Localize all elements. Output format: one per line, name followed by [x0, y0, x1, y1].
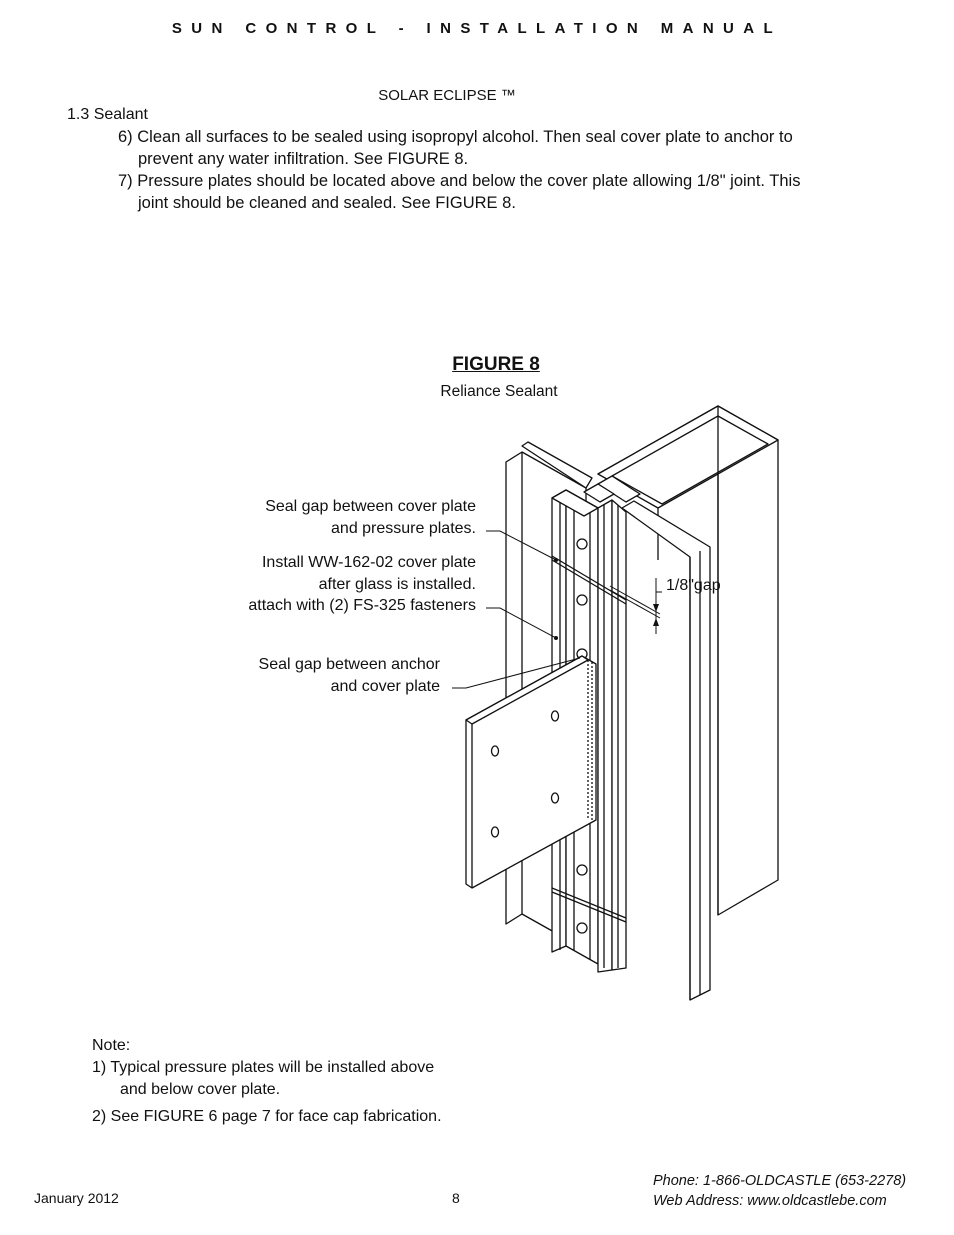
callout-seal-anchor: [140, 654, 440, 697]
callout-line: Seal gap between cover plate: [265, 498, 476, 515]
instruction-line: joint should be cleaned and sealed. See FIGURE 8.: [138, 194, 516, 212]
instruction-line: 6) Clean all surfaces to be sealed using isopropyl alcohol. Then seal cover plate to anchor to: [118, 128, 793, 146]
callout-line: and pressure plates.: [331, 519, 476, 537]
section-heading: 1.3 Sealant: [67, 106, 148, 123]
note-item-1-cont: and below cover plate.: [120, 1081, 281, 1098]
callout-line: after glass is installed.: [318, 575, 476, 593]
footer-contact: [653, 1171, 906, 1211]
footer-web: Web Address: www.oldcastlebe.com: [653, 1193, 887, 1209]
page-number: 8: [452, 1190, 460, 1206]
dimension-arrow: [653, 618, 659, 626]
note-block: [92, 1035, 442, 1128]
instruction-line: 7) Pressure plates should be located above and below the cover plate allowing 1/8" joint. This: [118, 172, 801, 190]
anchor-hole: [492, 746, 499, 756]
fastener-bolt: [577, 539, 587, 549]
callout-line: Install WW-162-02 cover plate: [261, 554, 476, 571]
figure-title: FIGURE 8: [452, 354, 540, 375]
fastener-bolt: [577, 595, 587, 605]
product-subtitle: SOLAR ECLIPSE ™: [378, 87, 516, 104]
figure-subtitle: Reliance Sealant: [440, 383, 558, 400]
page-header: SUN CONTROL - INSTALLATION MANUAL: [171, 20, 783, 37]
callout-line: attach with (2) FS-325 fasteners: [248, 597, 476, 614]
gap-dimension-label: 1/8"gap: [666, 577, 721, 594]
anchor-hole: [552, 711, 559, 721]
note-item-1: 1) Typical pressure plates will be installed above: [92, 1059, 435, 1076]
anchor-hole: [552, 793, 559, 803]
instruction-line: prevent any water infiltration. See FIGURE 8.: [138, 150, 469, 168]
callout-line: Seal gap between anchor: [258, 656, 440, 673]
note-item-2: 2) See FIGURE 6 page 7 for face cap fabrication.: [92, 1108, 442, 1125]
callout-install-cover-plate: [176, 552, 476, 617]
callout-line: and cover plate: [330, 677, 440, 695]
fastener-bolt: [577, 923, 587, 933]
anchor-hole: [492, 827, 499, 837]
footer-phone: Phone: 1-866-OLDCASTLE (653-2278): [653, 1173, 907, 1189]
footer-date: January 2012: [34, 1190, 119, 1206]
callout-seal-cover-pressure: [176, 496, 476, 539]
right-glass-panel: [622, 501, 710, 1000]
fastener-bolt: [577, 865, 587, 875]
note-heading: Note:: [92, 1037, 131, 1054]
pressure-plate-right: [612, 500, 626, 970]
